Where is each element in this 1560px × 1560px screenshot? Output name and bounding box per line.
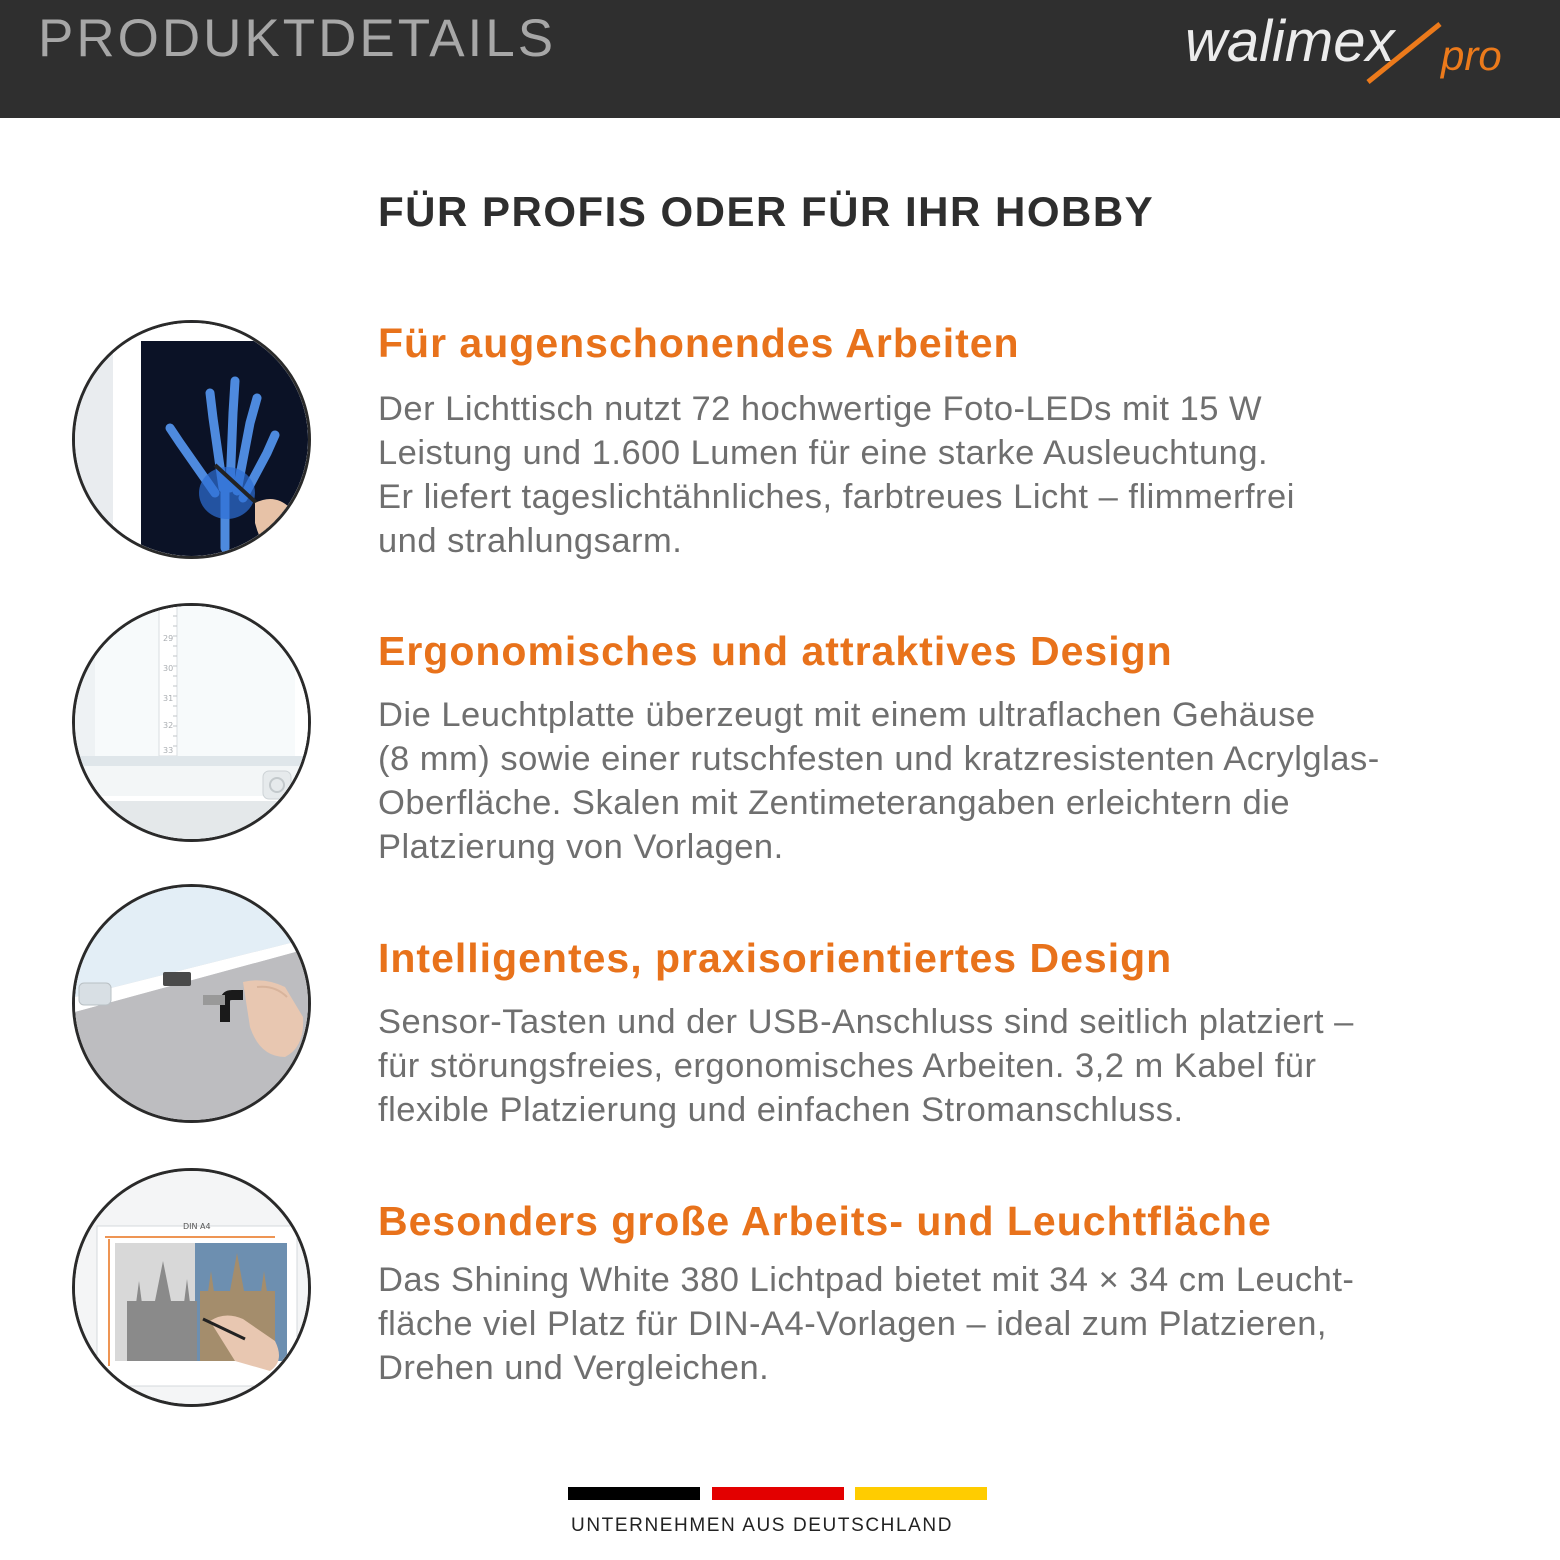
brand-logo-x-swoosh-icon (1360, 22, 1450, 86)
din-a4-label: DIN A4 (183, 1222, 211, 1231)
feature-description-line: Platzierung von Vorlagen. (378, 828, 784, 866)
company-origin-text: UNTERNEHMEN AUS DEUTSCHLAND (571, 1515, 954, 1536)
feature-description-line: und strahlungsarm. (378, 522, 683, 560)
feature-title: Intelligentes, praxisorientiertes Design (378, 935, 1173, 981)
feature-title: Ergonomisches und attraktives Design (378, 628, 1173, 674)
ruler-tick-label: 31 (163, 694, 174, 703)
usb-port-sensor-key-image (72, 884, 311, 1123)
brand-logo-wordmark: walimex (1185, 9, 1395, 74)
feature-description-line: Oberfläche. Skalen mit Zentimeterangaben erleichtern die (378, 784, 1291, 822)
flag-stripe-black (568, 1487, 700, 1500)
feature-description (378, 1000, 1528, 1132)
ruler-tick-label: 29 (163, 634, 174, 643)
feature-description-line: Leistung und 1.600 Lumen für eine starke Ausleuchtung. (378, 434, 1269, 472)
brand-logo (1185, 4, 1535, 90)
page-title: PRODUKTDETAILS (38, 9, 557, 68)
feature-description (378, 387, 1528, 563)
feature-description-line: Das Shining White 380 Lichtpad bietet mit 34 × 34 cm Leucht- (378, 1261, 1355, 1299)
feature-description (378, 1258, 1528, 1390)
feature-description-line: (8 mm) sowie einer rutschfesten und kratzresistenten Acrylglas- (378, 740, 1380, 778)
feature-description-line: Die Leuchtplatte überzeugt mit einem ultraflachen Gehäuse (378, 696, 1316, 734)
feature-title: Für augenschonendes Arbeiten (378, 320, 1020, 366)
brand-logo-pro: pro (1441, 32, 1502, 79)
feature-description-line: flexible Platzierung und einfachen Stromanschluss. (378, 1091, 1184, 1129)
feature-description-line: Er liefert tageslichtähnliches, farbtreues Licht – flimmerfrei (378, 478, 1295, 516)
lightpad-ruler-corner-image (72, 603, 311, 842)
feature-description-line: Drehen und Vergleichen. (378, 1349, 770, 1387)
header-bar (0, 0, 1560, 118)
feature-description-line: fläche viel Platz für DIN-A4-Vorlagen – ideal zum Platzieren, (378, 1305, 1328, 1343)
ruler-tick-label: 32 (163, 721, 174, 730)
ruler-tick-label: 33 (163, 746, 174, 755)
flag-stripe-red (712, 1487, 844, 1500)
din-a4-cathedral-drawing-image (72, 1168, 311, 1407)
ruler-tick-label: 30 (163, 664, 174, 673)
xray-hand-lightpad-image (72, 320, 311, 559)
feature-description (378, 693, 1528, 869)
feature-description-line: für störungsfreies, ergonomisches Arbeiten. 3,2 m Kabel für (378, 1047, 1317, 1085)
section-heading: FÜR PROFIS ODER FÜR IHR HOBBY (378, 188, 1155, 235)
feature-description-line: Sensor-Tasten und der USB-Anschluss sind seitlich platziert – (378, 1003, 1354, 1041)
flag-stripe-gold (855, 1487, 987, 1500)
feature-title: Besonders große Arbeits- und Leuchtfläche (378, 1198, 1272, 1244)
feature-description-line: Der Lichttisch nutzt 72 hochwertige Foto-LEDs mit 15 W (378, 390, 1263, 428)
